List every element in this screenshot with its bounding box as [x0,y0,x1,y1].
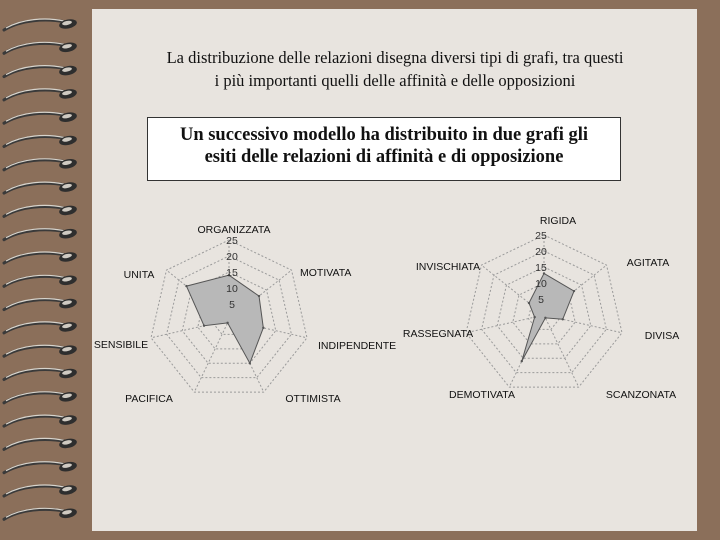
tick-label: 15 [226,267,238,279]
axis-label: OTTIMISTA [285,393,341,405]
title-box-line-2: esiti delle relazioni di affinità e di opposizione [204,147,564,167]
tick-label: 20 [535,246,547,258]
axis-label: ORGANIZZATA [197,224,271,236]
tick-label: 5 [538,294,544,306]
axis-label: DIVISA [644,330,680,342]
headline-line-1: La distribuzione delle relazioni disegna diversi tipi di grafi, tra questi [166,48,624,67]
axis-label: PACIFICA [125,393,173,405]
data-point [185,285,187,287]
tick-label: 10 [535,278,547,290]
tick-label: 25 [535,230,547,242]
data-point [521,360,523,362]
axis-label: SCANZONATA [605,389,677,401]
tick-label: 5 [229,299,235,311]
headline-line-2: i più importanti quelli delle affinità e delle opposizioni [214,71,576,90]
data-point [226,322,228,324]
data-point [562,318,564,320]
axis-label: UNITA [123,269,155,281]
data-point [249,362,251,364]
axis-label: INDIPENDENTE [318,340,397,352]
axis-label: AGITATA [626,257,670,269]
axis-label: DEMOTIVATA [449,389,515,401]
radar-chart-1 [94,224,396,405]
data-point [533,316,535,318]
data-point [258,295,260,297]
axis-spoke [544,315,579,387]
title-box-line-1: Un successivo modello ha distribuito in due grafi gli [179,125,589,145]
data-area [522,273,574,361]
axis-label: MOTIVATA [300,267,352,279]
data-point [203,324,205,326]
data-point [544,317,546,319]
axis-label: RIGIDA [539,215,577,227]
data-point [262,327,264,329]
data-point [528,302,530,304]
tick-label: 25 [226,235,238,247]
axis-label: RASSEGNATA [402,328,474,340]
radar-chart-2 [403,215,679,401]
axis-spoke [194,320,229,392]
tick-label: 10 [226,283,238,295]
axis-label: INVISCHIATA [415,261,481,273]
data-area [186,275,263,363]
axis-label: SENSIBILE [93,339,149,351]
tick-label: 15 [535,262,547,274]
tick-label: 20 [226,251,238,263]
data-point [573,290,575,292]
